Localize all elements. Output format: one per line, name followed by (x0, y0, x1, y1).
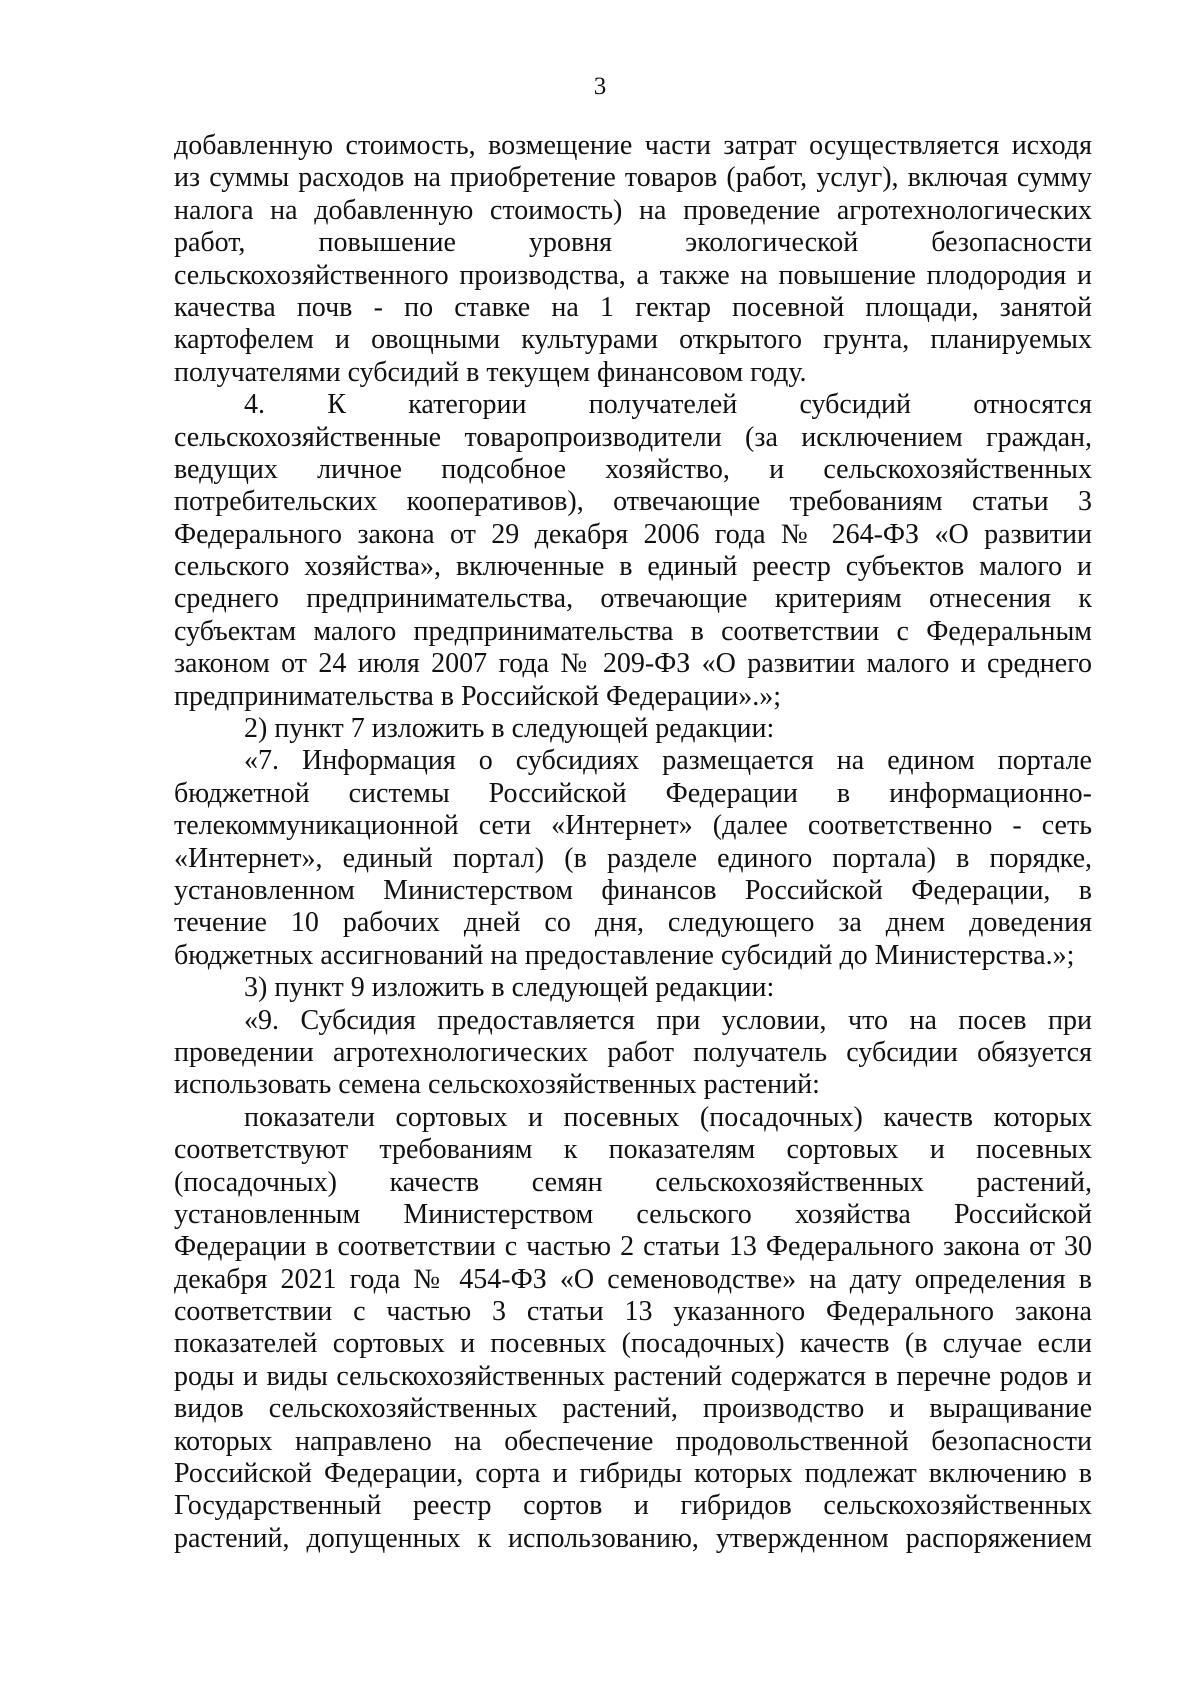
text-line: получателями субсидий в текущем финансовом году. (174, 356, 807, 388)
text-line: декабря 2021 года № 454-ФЗ «О семеноводстве» на дату определения в (174, 1263, 1092, 1295)
text-line: соответствии с частью 3 статьи 13 указанного Федерального закона (174, 1296, 1092, 1328)
text-line: качества почв - по ставке на 1 гектар посевной площади, занятой (174, 291, 1092, 323)
paragraph-item-9: «9. Субсидия предоставляется при условии, что на посев при (244, 1004, 1092, 1036)
text-line: видов сельскохозяйственных растений, производство и выращивание (174, 1393, 1092, 1425)
text-line: сельского хозяйства», включенные в единый реестр субъектов малого и (174, 551, 1092, 583)
text-line: установленным Министерством сельского хозяйства Российской (174, 1198, 1092, 1230)
paragraph-item-4: 4. К категории получателей субсидий относятся (244, 389, 1092, 421)
text-line: показателей сортовых и посевных (посадочных) качеств (в случае если (174, 1328, 1092, 1360)
text-line: течение 10 рабочих дней со дня, следующего за днем доведения (174, 907, 1092, 939)
text-line: субъектам малого предпринимательства в соответствии с Федеральным (174, 615, 1092, 647)
text-line: из суммы расходов на приобретение товаров (работ, услуг), включая сумму (174, 162, 1092, 194)
text-line: среднего предпринимательства, отвечающие критериям отнесения к (174, 583, 1092, 615)
text-line: налога на добавленную стоимость) на проведение агротехнологических (174, 194, 1092, 226)
text-line: использовать семена сельскохозяйственных растений: (174, 1069, 820, 1101)
text-line: законом от 24 июля 2007 года № 209-ФЗ «О развитии малого и среднего (174, 648, 1092, 680)
text-line: бюджетных ассигнований на предоставление субсидий до Министерства.»; (174, 939, 1075, 971)
text-line: работ, повышение уровня экологической безопасности (174, 227, 1092, 259)
text-line: телекоммуникационной сети «Интернет» (далее соответственно - сеть (174, 810, 1092, 842)
text-line: которых направлено на обеспечение продовольственной безопасности (174, 1425, 1092, 1457)
text-line: потребительских кооперативов), отвечающие требованиям статьи 3 (174, 486, 1092, 518)
text-line: предпринимательства в Российской Федерации».»; (174, 680, 782, 712)
text-line: установленном Министерством финансов Российской Федерации, в (174, 874, 1092, 906)
text-line: проведении агротехнологических работ получатель субсидии обязуется (174, 1036, 1092, 1068)
text-line: Российской Федерации, сорта и гибриды которых подлежат включению в (174, 1458, 1092, 1490)
amendment-point-7-heading: 2) пункт 7 изложить в следующей редакции: (244, 713, 775, 745)
text-line: соответствуют требованиям к показателям сортовых и посевных (174, 1134, 1092, 1166)
document-body (174, 130, 1092, 1555)
paragraph-item-7: «7. Информация о субсидиях размещается на едином портале (244, 745, 1092, 777)
text-line: растений, допущенных к использованию, утвержденном распоряжением (174, 1522, 1092, 1554)
text-line: «Интернет», единый портал) (в разделе единого портала) в порядке, (174, 842, 1092, 874)
page-number: 3 (593, 73, 607, 100)
text-line: сельскохозяйственные товаропроизводители (за исключением граждан, (174, 421, 1092, 453)
text-line: добавленную стоимость, возмещение части затрат осуществляется исходя (174, 130, 1092, 161)
text-line: картофелем и овощными культурами открытого грунта, планируемых (174, 324, 1092, 356)
text-line: роды и виды сельскохозяйственных растений содержатся в перечне родов и (174, 1360, 1092, 1392)
amendment-point-9-heading: 3) пункт 9 изложить в следующей редакции: (244, 972, 775, 1004)
text-line: Федерального закона от 29 декабря 2006 года № 264-ФЗ «О развитии (174, 518, 1092, 550)
text-line: сельскохозяйственного производства, а также на повышение плодородия и (174, 259, 1092, 291)
text-line: (посадочных) качеств семян сельскохозяйственных растений, (174, 1166, 1092, 1198)
text-line: бюджетной системы Российской Федерации в информационно- (174, 777, 1092, 809)
paragraph-seed-indicators: показатели сортовых и посевных (посадочных) качеств которых (244, 1101, 1092, 1133)
text-line: ведущих личное подсобное хозяйство, и сельскохозяйственных (174, 453, 1092, 485)
text-line: Государственный реестр сортов и гибридов сельскохозяйственных (174, 1490, 1092, 1522)
text-line: Федерации в соответствии с частью 2 статьи 13 Федерального закона от 30 (174, 1231, 1092, 1263)
